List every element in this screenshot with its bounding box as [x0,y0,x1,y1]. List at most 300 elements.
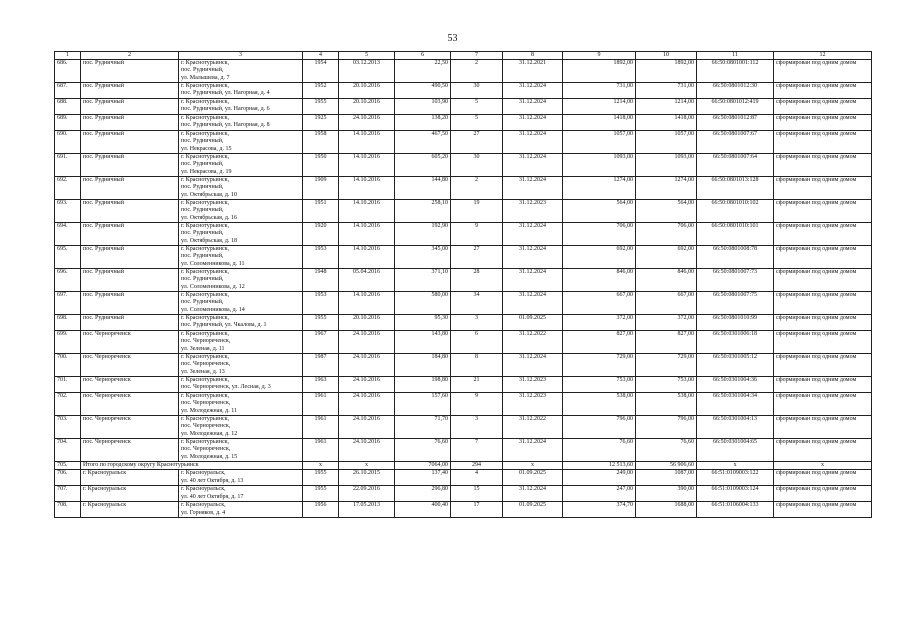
note-cell: сформирован под одним домом [774,246,872,269]
address-cell [179,292,303,315]
total-value-cell: 56 906,60 [636,462,697,470]
note-cell: сформирован под одним домом [774,131,872,154]
date-cell: 14.10.2016 [339,223,395,246]
address-cell [179,154,303,177]
total-value-cell: 12 513,60 [563,462,636,470]
address-line: пос. Рудничный, [181,207,224,214]
address-cell [179,177,303,200]
address-line: ул. Малышева, д. 7 [181,74,230,81]
area-cell: 371,10 [395,269,451,292]
count-cell: 4 [451,470,503,486]
address-line: ул. Некрасова, д. 19 [181,168,232,175]
table-row [55,115,872,131]
count-cell: 3 [451,315,503,331]
count-cell: 34 [451,292,503,315]
value-cell: 1418,00 [636,115,697,131]
value-cell: 796,00 [636,416,697,439]
area-cell: 345,00 [395,246,451,269]
table-row [55,331,872,354]
address-cell [179,99,303,115]
address-line: пос. Рудничный, [181,184,224,191]
value-cell: 372,00 [636,315,697,331]
row-number-cell: 688. [55,99,81,115]
address-cell [179,377,303,393]
row-number-cell: 696. [55,269,81,292]
count-cell: 3 [451,416,503,439]
address-line: г. Краснотурьинск, [181,269,230,275]
address-line: г. Краснотурьинск, [181,315,230,321]
cadastral-number-cell: 66:50:0301006:18 [697,331,774,354]
value-cell: 731,00 [563,83,636,99]
area-cell: 258,10 [395,200,451,223]
total-count-cell: 294 [451,462,503,470]
locality-cell: г. Красноуральск [81,502,179,518]
cadastral-number-cell: 66:50:0801001:112 [697,60,774,83]
locality-cell: пос. Чернореченск [81,439,179,462]
deadline-cell: 31.12.2024 [503,99,563,115]
value-cell: 753,00 [636,377,697,393]
deadline-cell: 31.12.2024 [503,154,563,177]
table-row [55,354,872,377]
date-cell: 24.10.2016 [339,393,395,416]
address-cell [179,416,303,439]
table-cell: x [303,462,339,470]
cadastral-number-cell: 66:50:0801007:73 [697,269,774,292]
value-cell: 692,00 [563,246,636,269]
note-cell: сформирован под одним домом [774,331,872,354]
column-number-row [55,52,872,60]
area-cell: 76,60 [395,439,451,462]
address-line: пос. Чернореченск, ул. Лесная, д. 3 [181,384,271,391]
count-cell: 9 [451,393,503,416]
value-cell: 1214,00 [636,99,697,115]
year-cell: 1958 [303,131,339,154]
date-cell: 24.10.2016 [339,115,395,131]
value-cell: 76,60 [636,439,697,462]
cadastral-number-cell: 66:50:0301005:12 [697,354,774,377]
locality-cell: пос. Чернореченск [81,377,179,393]
deadline-cell: 31.12.2023 [503,200,563,223]
value-cell: 249,00 [563,470,636,486]
address-cell [179,246,303,269]
address-line: г. Краснотурьинск, [181,246,230,252]
value-cell: 564,00 [636,200,697,223]
address-line: ул. Октябрьская, д. 16 [181,214,237,221]
count-cell: 21 [451,377,503,393]
table-row [55,470,872,486]
locality-cell: г. Красноуральск [81,486,179,502]
row-number-cell: 689. [55,115,81,131]
cadastral-number-cell: 66:51:0109003:122 [697,470,774,486]
deadline-cell: 31.12.2024 [503,177,563,200]
year-cell: 1961 [303,439,339,462]
table-cell: x [774,462,872,470]
year-cell: 1955 [303,99,339,115]
column-header: 8 [503,52,563,60]
address-line: г. Красноуральск, [181,470,226,477]
address-cell [179,315,303,331]
value-cell: 374,70 [563,502,636,518]
address-cell [179,83,303,99]
area-cell: 143,80 [395,331,451,354]
page-number: 53 [447,33,458,44]
address-line: г. Краснотурьинск, [181,223,230,229]
column-header: 3 [179,52,303,60]
address-line: пос. Рудничный, [181,276,224,283]
note-cell: сформирован под одним домом [774,502,872,518]
count-cell: 5 [451,115,503,131]
value-cell: 1892,00 [636,60,697,83]
locality-cell: пос. Рудничный [81,292,179,315]
year-cell: 1950 [303,154,339,177]
value-cell: 846,00 [563,269,636,292]
table-row [55,83,872,99]
area-cell: 467,50 [395,131,451,154]
cadastral-number-cell: 66:50:0301004:65 [697,439,774,462]
row-number-cell: 707. [55,486,81,502]
year-cell: 1961 [303,393,339,416]
row-number-cell: 706. [55,470,81,486]
value-cell: 796,00 [563,416,636,439]
address-line: г. Краснотурьинск, [181,377,230,383]
date-cell: 14.10.2016 [339,154,395,177]
value-cell: 538,00 [636,393,697,416]
address-line: г. Краснотурьинск, [181,439,230,445]
address-line: пос. Рудничный, ул. Чкалова, д. 1 [181,322,267,329]
area-cell: 138,20 [395,115,451,131]
count-cell: 6 [451,331,503,354]
area-cell: 103,90 [395,99,451,115]
cadastral-number-cell: 66:50:0801010:101 [697,223,774,246]
locality-cell: пос. Чернореченск [81,331,179,354]
row-number-cell: 694. [55,223,81,246]
row-number-cell: 691. [55,154,81,177]
count-cell: 27 [451,131,503,154]
column-header: 6 [395,52,451,60]
address-line: г. Краснотурьинск, [181,331,230,337]
address-line: г. Красноуральск, [181,502,226,509]
year-cell: 1954 [303,60,339,83]
value-cell: 1214,00 [563,99,636,115]
value-cell: 729,00 [636,354,697,377]
total-label-cell: Итого по городскому округу Краснотурьинск [81,462,303,470]
deadline-cell: 01.09.2025 [503,315,563,331]
value-cell: 1093,00 [563,154,636,177]
year-cell: 1920 [303,223,339,246]
cadastral-number-cell: 66:51:0109003:124 [697,486,774,502]
date-cell: 20.10.2016 [339,315,395,331]
address-line: ул. Зеленая, д. 13 [181,368,225,375]
address-line: пос. Рудничный, [181,230,224,237]
cadastral-number-cell: 66:50:0301004:36 [697,377,774,393]
value-cell: 729,00 [563,354,636,377]
table-row [55,393,872,416]
date-cell: 17.05.2013 [339,502,395,518]
cadastral-number-cell: 66:50:0801013:128 [697,177,774,200]
cadastral-number-cell: 66:51:0106004:133 [697,502,774,518]
year-cell: 1952 [303,83,339,99]
address-cell [179,269,303,292]
value-cell: 76,60 [563,439,636,462]
year-cell: 1963 [303,377,339,393]
row-number-cell: 698. [55,315,81,331]
register-table [54,51,872,518]
address-line: г. Краснотурьинск, [181,131,230,137]
locality-cell: пос. Рудничный [81,83,179,99]
deadline-cell: 01.09.2025 [503,470,563,486]
deadline-cell: 31.12.2024 [503,354,563,377]
value-cell: 1892,00 [563,60,636,83]
value-cell: 1057,00 [636,131,697,154]
note-cell: сформирован под одним домом [774,470,872,486]
deadline-cell: 31.12.2022 [503,331,563,354]
year-cell: 1955 [303,470,339,486]
address-line: г. Краснотурьинск, [181,83,230,89]
deadline-cell: 31.12.2024 [503,486,563,502]
year-cell: 1961 [303,416,339,439]
address-line: г. Краснотурьинск, [181,416,230,422]
area-cell: 400,40 [395,502,451,518]
address-line: г. Краснотурьинск, [181,154,230,160]
cadastral-number-cell: 66:50:0801010:102 [697,200,774,223]
note-cell: сформирован под одним домом [774,99,872,115]
cadastral-number-cell: 66:50:0301004:13 [697,416,774,439]
table-row [55,60,872,83]
address-line: ул. Некрасова, д. 15 [181,145,232,152]
area-cell: 198,80 [395,377,451,393]
cadastral-number-cell: 66:50:0301004:34 [697,393,774,416]
cadastral-number-cell: 66:50:0801012:87 [697,115,774,131]
table-row [55,502,872,518]
row-number-cell: 701. [55,377,81,393]
note-cell: сформирован под одним домом [774,115,872,131]
note-cell: сформирован под одним домом [774,154,872,177]
area-cell: 605,20 [395,154,451,177]
value-cell: 1418,00 [563,115,636,131]
area-cell: 71,70 [395,416,451,439]
address-line: пос. Рудничный, [181,138,224,145]
table-cell: x [339,462,395,470]
date-cell: 24.10.2016 [339,439,395,462]
table-body [55,52,872,518]
address-line: пос. Рудничный, [181,299,224,306]
address-line: пос. Рудничный, [181,67,224,74]
address-line: г. Красноуральск, [181,486,226,493]
address-line: ул. 40 лет Октября, д. 13 [181,477,244,484]
note-cell: сформирован под одним домом [774,486,872,502]
deadline-cell: 31.12.2024 [503,83,563,99]
count-cell: 8 [451,354,503,377]
value-cell: 1274,00 [636,177,697,200]
locality-cell: пос. Чернореченск [81,393,179,416]
deadline-cell: 31.12.2024 [503,131,563,154]
note-cell: сформирован под одним домом [774,177,872,200]
date-cell: 24.10.2016 [339,377,395,393]
address-line: г. Краснотурьинск, [181,200,230,206]
year-cell: 1967 [303,331,339,354]
row-number-cell: 693. [55,200,81,223]
area-cell: 144,80 [395,177,451,200]
locality-cell: пос. Рудничный [81,246,179,269]
cadastral-number-cell: 66:50:0801007:64 [697,154,774,177]
column-header: 7 [451,52,503,60]
value-cell: 667,00 [636,292,697,315]
row-number-cell: 690. [55,131,81,154]
address-cell [179,131,303,154]
count-cell: 2 [451,177,503,200]
year-cell: 1909 [303,177,339,200]
column-header: 5 [339,52,395,60]
address-line: пос. Рудничный, ул. Нагорная, д. 8 [181,122,270,129]
address-line: ул. Зеленая, д. 11 [181,345,225,352]
locality-cell: пос. Рудничный [81,223,179,246]
table-row [55,439,872,462]
date-cell: 20.10.2016 [339,83,395,99]
locality-cell: пос. Рудничный [81,154,179,177]
date-cell: 14.10.2016 [339,131,395,154]
area-cell: 95,30 [395,315,451,331]
address-line: г. Краснотурьинск, [181,177,230,183]
address-line: пос. Рудничный, ул. Нагорная, д. 4 [181,90,270,97]
address-line: г. Краснотурьинск, [181,115,230,121]
date-cell: 24.10.2016 [339,354,395,377]
note-cell: сформирован под одним домом [774,269,872,292]
deadline-cell: 31.12.2024 [503,269,563,292]
table-row [55,99,872,115]
table-row [55,315,872,331]
address-cell [179,486,303,502]
area-cell: 296,80 [395,486,451,502]
year-cell: 1987 [303,354,339,377]
value-cell: 390,00 [636,486,697,502]
address-cell [179,393,303,416]
column-header: 10 [636,52,697,60]
area-cell: 137,40 [395,470,451,486]
row-number-cell: 708. [55,502,81,518]
area-cell: 192,90 [395,223,451,246]
count-cell: 19 [451,200,503,223]
note-cell: сформирован под одним домом [774,315,872,331]
column-header: 2 [81,52,179,60]
year-cell: 1948 [303,269,339,292]
date-cell: 05.04.2016 [339,269,395,292]
deadline-cell: 31.12.2023 [503,393,563,416]
value-cell: 706,00 [636,223,697,246]
row-number-cell: 700. [55,354,81,377]
address-line: ул. Октябрьская, д. 18 [181,237,237,244]
value-cell: 372,00 [563,315,636,331]
address-line: г. Краснотурьинск, [181,393,230,399]
value-cell: 827,00 [563,331,636,354]
locality-cell: г. Красноуральск [81,470,179,486]
address-line: ул. 40 лет Октября, д. 17 [181,493,244,500]
locality-cell: пос. Рудничный [81,99,179,115]
note-cell: сформирован под одним домом [774,60,872,83]
row-number-cell: 702. [55,393,81,416]
row-number-cell: 703. [55,416,81,439]
address-cell [179,502,303,518]
locality-cell: пос. Рудничный [81,115,179,131]
cadastral-number-cell: 66:50:0801007:75 [697,292,774,315]
value-cell: 1087,00 [636,470,697,486]
row-number-cell: 687. [55,83,81,99]
year-cell: 1955 [303,315,339,331]
table-row [55,486,872,502]
column-header: 11 [697,52,774,60]
column-header: 9 [563,52,636,60]
locality-cell: пос. Рудничный [81,315,179,331]
note-cell: сформирован под одним домом [774,292,872,315]
cadastral-number-cell: 66:50:0801012:419 [697,99,774,115]
locality-cell: пос. Рудничный [81,200,179,223]
area-cell: 490,50 [395,83,451,99]
value-cell: 731,00 [636,83,697,99]
note-cell: сформирован под одним домом [774,83,872,99]
row-number-cell: 697. [55,292,81,315]
deadline-cell: 31.12.2024 [503,292,563,315]
count-cell: 15 [451,486,503,502]
address-line: г. Краснотурьинск, [181,99,230,105]
value-cell: 247,00 [563,486,636,502]
address-line: ул. Молодежная, д. 11 [181,407,237,414]
deadline-cell: 31.12.2023 [503,377,563,393]
area-cell: 184,80 [395,354,451,377]
address-cell [179,354,303,377]
count-cell: 30 [451,154,503,177]
year-cell: 1953 [303,246,339,269]
address-line: пос. Чернореченск, [181,400,231,407]
address-cell [179,115,303,131]
date-cell: 14.10.2016 [339,246,395,269]
table-row [55,223,872,246]
date-cell: 03.12.2013 [339,60,395,83]
area-cell: 157,60 [395,393,451,416]
total-row [55,462,872,470]
value-cell: 1688,00 [636,502,697,518]
address-line: ул. Горняков, д. 4 [181,509,226,516]
address-line: ул. Соломенникова, д. 11 [181,260,245,267]
note-cell: сформирован под одним домом [774,200,872,223]
column-header: 1 [55,52,81,60]
address-cell [179,223,303,246]
date-cell: 14.10.2016 [339,177,395,200]
locality-cell: пос. Рудничный [81,269,179,292]
deadline-cell: 31.12.2024 [503,439,563,462]
deadline-cell: 01.09.2025 [503,502,563,518]
address-line: пос. Чернореченск, [181,338,231,345]
address-line: г. Краснотурьинск, [181,60,230,66]
table-row [55,246,872,269]
table-row [55,154,872,177]
cadastral-number-cell: 66:50:0801007:67 [697,131,774,154]
row-number-cell: 692. [55,177,81,200]
value-cell: 538,00 [563,393,636,416]
address-cell [179,331,303,354]
address-line: пос. Рудничный, [181,253,224,260]
deadline-cell: 31.12.2024 [503,115,563,131]
address-line: г. Краснотурьинск, [181,354,230,360]
address-line: ул. Октябрьская, д. 10 [181,191,237,198]
row-number-cell: 695. [55,246,81,269]
count-cell: 28 [451,269,503,292]
year-cell: 1955 [303,486,339,502]
locality-cell: пос. Рудничный [81,177,179,200]
value-cell: 706,00 [563,223,636,246]
value-cell: 753,00 [563,377,636,393]
value-cell: 667,00 [563,292,636,315]
table-cell: x [503,462,563,470]
year-cell: 1951 [303,200,339,223]
